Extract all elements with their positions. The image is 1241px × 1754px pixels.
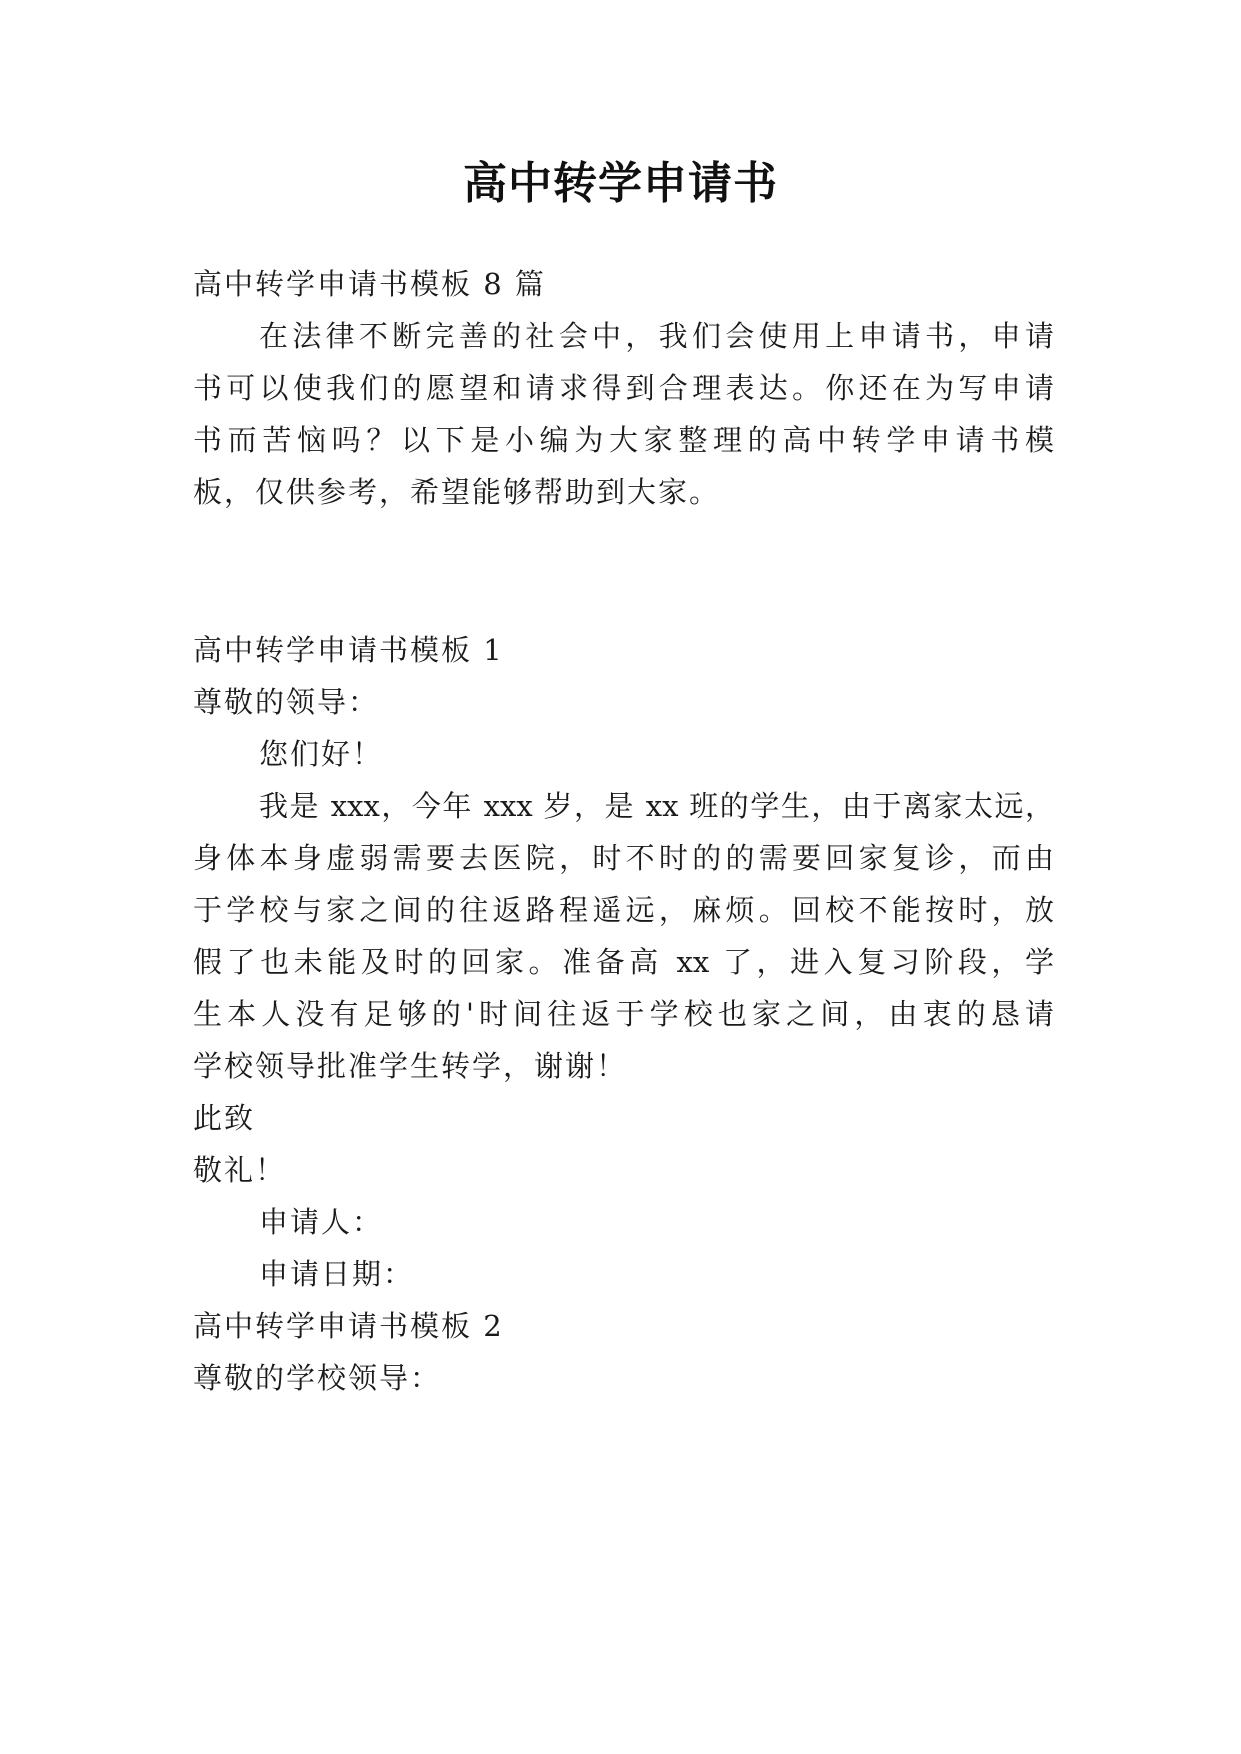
- body-line-3: 于学校与家之间的往返路程遥远，麻烦。回校不能按时，放: [193, 893, 1054, 927]
- document-subtitle: 高中转学申请书模板 8 篇: [193, 267, 546, 301]
- template-1-salutation: 尊敬的领导：: [193, 685, 380, 719]
- closing-cizhi: 此致: [193, 1101, 256, 1135]
- template-1-heading: 高中转学申请书模板 1: [193, 633, 504, 667]
- application-date-label: 申请日期：: [259, 1257, 415, 1291]
- body-line-4: 假了也未能及时的回家。准备高 xx 了，进入复习阶段，学: [193, 945, 1054, 979]
- document-title: 高中转学申请书: [463, 158, 778, 209]
- template-1-greeting: 您们好！: [259, 737, 384, 771]
- closing-jingli: 敬礼！: [193, 1153, 287, 1187]
- template-2-heading: 高中转学申请书模板 2: [193, 1309, 504, 1343]
- applicant-label: 申请人：: [259, 1205, 384, 1239]
- body-line-2: 身体本身虚弱需要去医院，时不时的的需要回家复诊，而由: [193, 841, 1054, 875]
- body-line-6: 学校领导批准学生转学，谢谢！: [193, 1049, 628, 1083]
- body-line-5: 生本人没有足够的'时间往返于学校也家之间，由衷的恳请: [193, 997, 1054, 1031]
- intro-line-4: 板，仅供参考，希望能够帮助到大家。: [193, 475, 721, 509]
- intro-line-1: 在法律不断完善的社会中，我们会使用上申请书，申请: [259, 319, 1054, 353]
- body-line-1: 我是 xxx，今年 xxx 岁，是 xx 班的学生，由于离家太远，: [259, 789, 1054, 823]
- intro-line-2: 书可以使我们的愿望和请求得到合理表达。你还在为写申请: [193, 371, 1054, 405]
- template-2-salutation: 尊敬的学校领导：: [193, 1361, 442, 1395]
- intro-line-3: 书而苦恼吗？以下是小编为大家整理的高中转学申请书模: [193, 423, 1054, 457]
